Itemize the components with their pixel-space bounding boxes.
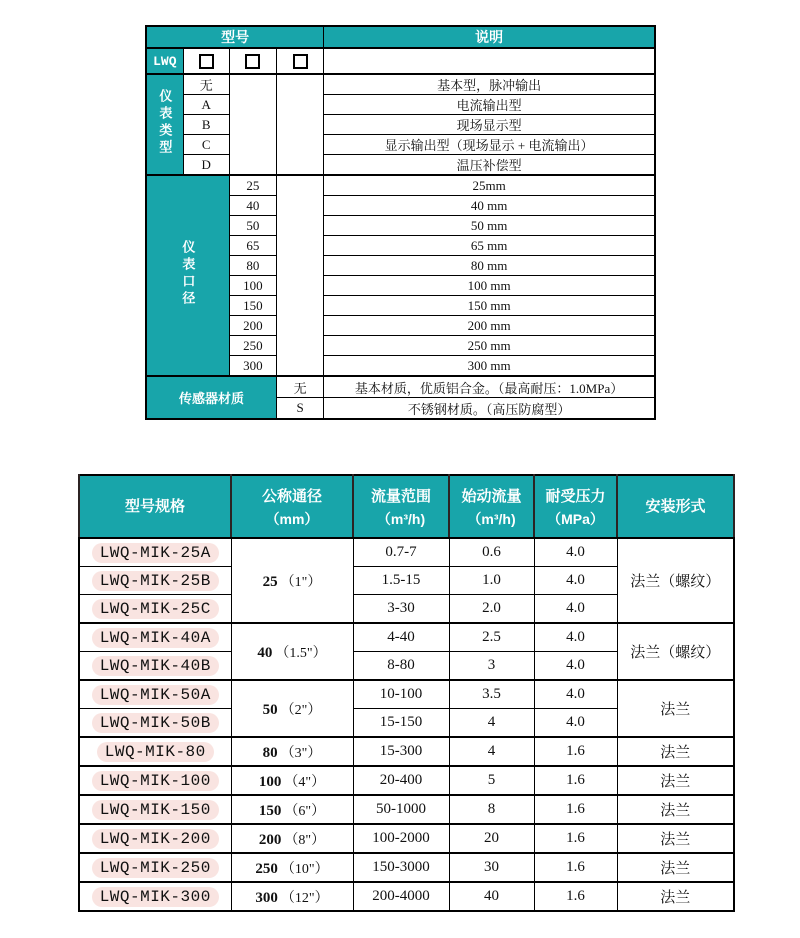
pressure-cell: 1.6 [534,737,617,766]
empty-merged-cell [276,74,323,175]
dn-size: 40 [257,644,273,661]
install-cell: 法兰 [617,795,734,824]
flow-range-cell: 8-80 [353,652,449,681]
spec-table-header-row [79,475,734,538]
dn-inch: （1"） [280,574,322,590]
option-code-cell: S [276,398,323,420]
flow-range-cell: 3-30 [353,595,449,624]
install-cell: 法兰 [617,766,734,795]
option-description-cell: 基本型，脉冲输出 [324,74,655,95]
pressure-cell: 4.0 [534,567,617,595]
model-cell [79,538,231,567]
option-description-cell: 不锈钢材质。（高压防腐型） [324,398,655,420]
option-description-cell: 显示输出型（现场显示 + 电流输出） [324,135,655,155]
dn-size: 150 [258,802,282,819]
start-flow-cell: 0.6 [449,538,534,567]
spec-header-start-flow-unit: （m³/h) [467,510,516,527]
option-code-cell: B [183,115,229,135]
dn-cell [231,853,353,882]
option-code-cell: 50 [229,216,276,236]
install-cell: 法兰 [617,824,734,853]
model-table-row [146,115,655,135]
section-label-text: 仪表口径 [180,240,196,308]
dn-cell [231,623,353,680]
pressure-cell: 4.0 [534,652,617,681]
start-flow-cell: 3 [449,652,534,681]
pressure-cell: 1.6 [534,853,617,882]
model-table-row [146,376,655,398]
placeholder-box-icon [245,54,260,69]
install-cell: 法兰 [617,737,734,766]
model-cell [79,824,231,853]
option-code-cell: 65 [229,236,276,256]
flow-range-cell: 10-100 [353,680,449,709]
model-name: LWQ-MIK-100 [92,771,219,791]
start-flow-cell: 2.0 [449,595,534,624]
model-cell [79,652,231,681]
placeholder-box-icon [199,54,214,69]
dn-cell [231,882,353,911]
flow-range-cell: 150-3000 [353,853,449,882]
option-code-cell: C [183,135,229,155]
model-name: LWQ-MIK-300 [92,887,219,907]
dn-size: 250 [255,860,278,877]
dn-size: 300 [255,889,278,906]
option-description-cell: 电流输出型 [324,95,655,115]
dn-inch: （1.5"） [275,645,327,661]
dn-size: 200 [258,831,282,848]
model-table-header-row [146,26,655,48]
dn-inch: （8"） [284,832,326,848]
spec-header-dn-unit: （mm） [265,510,319,527]
option-description-cell: 50 mm [324,216,655,236]
option-code-cell: 250 [229,336,276,356]
start-flow-cell: 1.0 [449,567,534,595]
model-column-header: 型号 [146,26,324,48]
dn-cell [231,538,353,623]
section-label-cell [146,175,229,376]
model-code-table-container [145,25,656,420]
dn-cell [231,737,353,766]
spec-table-row [79,766,734,795]
start-flow-cell: 20 [449,824,534,853]
option-description-cell: 250 mm [324,336,655,356]
option-code-cell: 40 [229,196,276,216]
model-prefix-cell: LWQ [146,48,183,74]
spec-header-model-title: 型号规格 [124,497,185,515]
option-code-cell: 无 [183,74,229,95]
install-cell: 法兰 [617,853,734,882]
model-name: LWQ-MIK-80 [97,742,214,762]
dn-size: 80 [262,744,278,761]
empty-merged-cell [276,175,323,376]
option-description-cell: 现场显示型 [324,115,655,135]
option-code-cell: D [183,155,229,176]
spec-header-dn-title: 公称通径 [261,487,322,505]
spec-table-row [79,795,734,824]
option-code-cell: 无 [276,376,323,398]
spec-header-install-title: 安装形式 [645,497,706,515]
option-description-cell: 100 mm [324,276,655,296]
spec-header-flow-range-unit: （m³/h) [376,510,426,527]
option-description-cell: 300 mm [324,356,655,377]
dn-inch: （3"） [280,745,322,761]
option-code-cell: 100 [229,276,276,296]
model-cell [79,853,231,882]
model-table-row [146,95,655,115]
option-description-cell: 温压补偿型 [324,155,655,176]
model-name: LWQ-MIK-50B [92,713,219,733]
model-cell [79,595,231,624]
spec-header-flow-range-title: 流量范围 [370,487,431,505]
code-box-cell-3 [276,48,323,74]
dn-inch: （12"） [280,890,329,906]
flow-range-cell: 200-4000 [353,882,449,911]
spec-header-dn [231,475,353,538]
model-cell [79,766,231,795]
spec-table-row [79,623,734,652]
dn-inch: （10"） [280,861,329,877]
model-cell [79,680,231,709]
model-name: LWQ-MIK-25C [92,599,219,619]
spec-header-pressure-title: 耐受压力 [545,487,606,505]
dn-cell [231,824,353,853]
flow-range-cell: 0.7-7 [353,538,449,567]
dn-cell [231,680,353,737]
flow-range-cell: 20-400 [353,766,449,795]
section-label-cell [146,74,183,175]
spec-table-row [79,882,734,911]
spec-header-pressure [534,475,617,538]
install-cell: 法兰 [617,680,734,737]
dn-inch: （2"） [280,702,322,718]
model-table-body [146,48,655,419]
pressure-cell: 4.0 [534,680,617,709]
section-label-text: 传感器材质 [178,391,244,406]
description-column-header: 说明 [324,26,655,48]
start-flow-cell: 30 [449,853,534,882]
model-table-row [146,135,655,155]
start-flow-cell: 40 [449,882,534,911]
start-flow-cell: 3.5 [449,680,534,709]
flow-range-cell: 100-2000 [353,824,449,853]
model-cell [79,623,231,652]
pressure-cell: 4.0 [534,623,617,652]
spec-header-pressure-unit: （MPa） [547,510,604,527]
model-cell [79,567,231,595]
code-box-cell-1 [183,48,229,74]
option-description-cell: 200 mm [324,316,655,336]
model-name: LWQ-MIK-40A [92,628,219,648]
model-cell [79,737,231,766]
spec-header-model [79,475,231,538]
option-description-cell: 65 mm [324,236,655,256]
model-name: LWQ-MIK-200 [92,829,219,849]
model-name: LWQ-MIK-150 [92,800,219,820]
install-cell: 法兰（螺纹） [617,623,734,680]
option-description-cell: 基本材质，优质铝合金。（最高耐压：1.0MPa） [324,376,655,398]
option-code-cell: 300 [229,356,276,377]
pressure-cell: 1.6 [534,882,617,911]
spec-table [78,474,735,912]
start-flow-cell: 8 [449,795,534,824]
flow-range-cell: 4-40 [353,623,449,652]
spec-header-install [617,475,734,538]
spec-header-flow-range [353,475,449,538]
spec-table-row [79,824,734,853]
flow-range-cell: 15-150 [353,709,449,738]
flow-range-cell: 50-1000 [353,795,449,824]
model-name: LWQ-MIK-40B [92,656,219,676]
install-cell: 法兰 [617,882,734,911]
option-code-cell: 80 [229,256,276,276]
dn-inch: （6"） [284,803,326,819]
dn-size: 25 [262,573,278,590]
dn-size: 50 [262,701,278,718]
start-flow-cell: 2.5 [449,623,534,652]
empty-merged-cell [229,74,276,175]
option-description-cell: 40 mm [324,196,655,216]
dn-size: 100 [258,773,282,790]
start-flow-cell: 4 [449,737,534,766]
install-cell: 法兰（螺纹） [617,538,734,623]
pressure-cell: 1.6 [534,824,617,853]
prefix-description-cell [324,48,655,74]
start-flow-cell: 5 [449,766,534,795]
dn-cell [231,766,353,795]
spec-table-body [79,538,734,911]
code-box-cell-2 [229,48,276,74]
option-code-cell: A [183,95,229,115]
flow-range-cell: 15-300 [353,737,449,766]
spec-table-row [79,853,734,882]
spec-table-container [78,474,733,912]
model-cell [79,709,231,738]
model-name: LWQ-MIK-25B [92,571,219,591]
start-flow-cell: 4 [449,709,534,738]
model-cell [79,795,231,824]
model-table-row [146,175,655,196]
model-code-table [145,25,656,420]
model-prefix-row [146,48,655,74]
model-cell [79,882,231,911]
option-code-cell: 25 [229,175,276,196]
pressure-cell: 4.0 [534,595,617,624]
section-label-text: 仪表类型 [157,89,173,157]
flow-range-cell: 1.5-15 [353,567,449,595]
dn-cell [231,795,353,824]
spec-header-start-flow [449,475,534,538]
spec-table-row [79,680,734,709]
option-code-cell: 150 [229,296,276,316]
model-name: LWQ-MIK-250 [92,858,219,878]
model-table-row [146,155,655,176]
placeholder-box-icon [293,54,308,69]
pressure-cell: 4.0 [534,538,617,567]
pressure-cell: 1.6 [534,795,617,824]
model-name: LWQ-MIK-25A [92,543,219,563]
spec-table-row [79,538,734,567]
option-description-cell: 150 mm [324,296,655,316]
pressure-cell: 1.6 [534,766,617,795]
spec-table-row [79,737,734,766]
model-name: LWQ-MIK-50A [92,685,219,705]
pressure-cell: 4.0 [534,709,617,738]
option-description-cell: 25mm [324,175,655,196]
option-code-cell: 200 [229,316,276,336]
model-table-row [146,74,655,95]
spec-header-start-flow-title: 始动流量 [461,487,522,505]
dn-inch: （4"） [284,774,326,790]
section-label-cell [146,376,276,419]
option-description-cell: 80 mm [324,256,655,276]
